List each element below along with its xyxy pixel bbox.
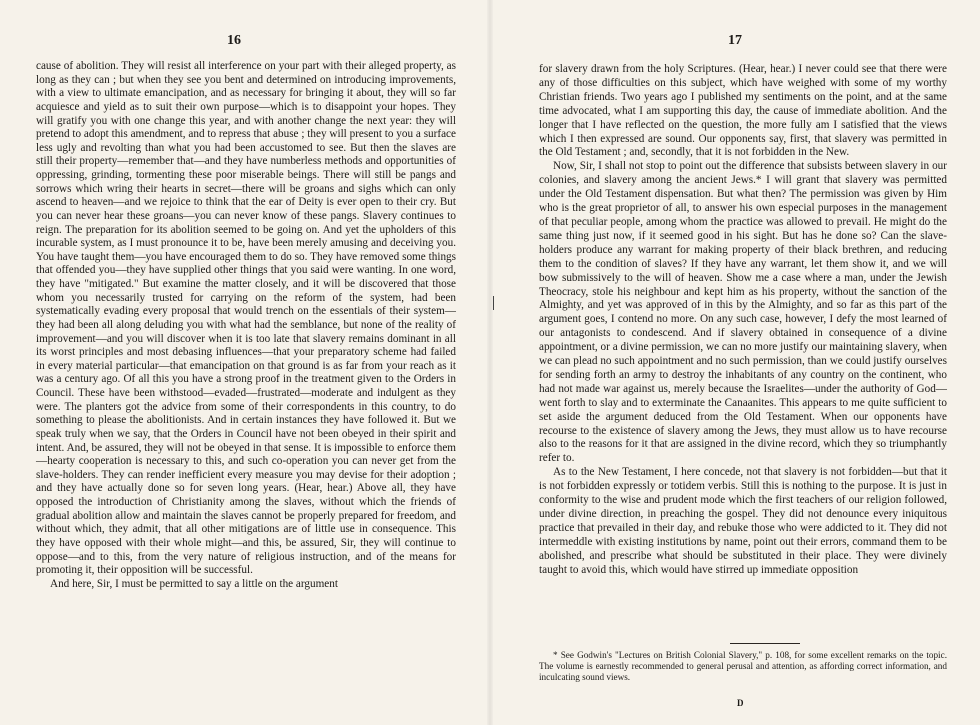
right-page-body <box>539 63 947 578</box>
right-page <box>492 0 980 725</box>
footnote <box>539 650 947 684</box>
footnote-divider <box>730 643 800 644</box>
left-paragraph-2: And here, Sir, I must be permitted to say a little on the argument <box>50 577 338 590</box>
right-paragraph-3: As to the New Testament, I here concede, not that slavery is not forbidden—but that it is not forbidden expressly or totidem verbis. Still this is nothing to the purpose. It is just in conformity to the wise and prudent mode which the first teachers of our religion followed, under divine direction, in preaching the gospel. They did not denounce every iniquitous practice that prevailed in their day, and rebuke those who were addicted to it. They did not intermeddle with existing institutions by name, point out their errors, command them to be abolished, and prescribe what should be substituted in their place. They were divinely taught to avoid this, which would have stirred up immediate opposition <box>539 466 947 576</box>
right-paragraph-1: for slavery drawn from the holy Scriptures. (Hear, hear.) I never could see that there were any of those difficulties on this subject, which have weighed with some of my worthy Christian friends. Two years ago I published my sentiments on the point, and at the same time advocated, what I am supporting this day, the cause of immediate abolition. And the longer that I have reflected on the question, the more fully am I satisfied that the views which I then expressed are sound. Our opponents say, first, that slavery was permitted in the Old Testament ; and, secondly, that it is not forbidden in the New. <box>539 63 947 159</box>
left-paragraph-1: cause of abolition. They will resist all interference on your part with their alleged property, as long as they can ; but when they see you bent and determined on introducing improvements, with a view to ultimate emancipation, and as necessary for bringing it about, they will so far acquiesce and yield as to suit their own purpose—which is to disappoint your hopes. They will gratify you with one change this year, and with another change the next year: they will pretend to adopt this amendment, and to repress that abuse ; they will present to you a surface less ugly and revolting than what you had been accustomed to see. But then the slaves are still their property—remember that—and they have numberless methods and opportunities of oppressing, grinding, tormenting these poor miserable beings. There will still be pangs and sorrows which wring their hearts in secret—there will be groans and sighs which can only ascend to heaven—and we rejoice to think that the ear of Deity is ever open to their cry. But you can never hear these groans—you can never know of these pangs. Slavery continues to reign. The preparation for its abolition seemed to be going on. And yet the upholders of this incurable system, as I must pronounce it to be, have been merely amusing and deceiving you. You have taught them—you have encouraged them to do so. They have removed some things that offended you—they have supplied other things that you said were wanting. In one word, they have "mitigated." But examine the matter closely, and it will be discovered that those whom you necessarily trusted for carrying on the reform of the system, had been systematically evading every proposal that would trench on the essentials of their system—they had been all along deluding you with what had the semblance, but none of the reality of improvement—and you will discover when it is too late that slavery remains dominant in all its worst principles and most debasing influences—that your preparatory scheme had failed in every material particular—that emancipation on that ground is as far from your reach as it was a century ago. Of all this you have a strong proof in the treatment given to the Orders in Council. These have been withstood—evaded—frustrated—moderate and indulgent as they were. The planters got the advice from some of their correspondents in this country, to do something to please the abolitionists. And in certain instances they have followed it. But we speak truly when we say, that the Orders in Council have not been obeyed in their spirit and intent. And, be assured, they will not be obeyed in that sense. It is impossible to enforce them—hearty cooperation is necessary to this, and such co-operation you can never get from the slave-holders. They can render inefficient every measure you may devise for their adoption ; and they have actually done so for seven long years. (Hear, hear.) Above all, they have opposed the introduction of Christianity among the slaves, without which the friends of gradual abolition allow and maintain the slaves cannot be properly prepared for freedom, and without which, they admit, that all other mitigations are of little use in consequence. This they have opposed with their whole might—and this, be assured, Sir, they will continue to oppose—and to this, from the very nature of religious instruction, and of the means for promoting it, their opposition will be successful. <box>36 60 456 577</box>
left-page-body <box>36 60 456 591</box>
signature-mark: D <box>737 698 744 708</box>
page-number-left: 16 <box>227 33 241 48</box>
right-paragraph-2: Now, Sir, I shall not stop to point out the difference that subsists between slavery in our colonies, and slavery among the ancient Jews.* I will grant that slavery was permitted under the Old Testament dispensation. But what then? The permission was given by Him who is the great proprietor of all, to answer his own especial purposes in the management of that peculiar people, among whom the practice was allowed to prevail. He might do the same thing just now, if it seemed good in his sight. But has he done so? Can the slave-holders produce any warrant for making property of their black brethren, and reducing them to the condition of slaves? If they have any warrant, let them show it, and we will bow submissively to the will of heaven. Show me a case where a man, under the Jewish Theocracy, stole his neighbour and kept him as his property, without the sanction of the Almighty, and yet was approved of in this by the Almighty, and so far as this part of the argument goes, I contend no more. On any such case, however, I defy the most learned of our antagonists to condescend. And if slavery obtained in consequence of a divine appointment, or a divine permission, we can no more justify our maintaining slavery, when we can plead no such appointment and no such permission, than we could justify ourselves for sending forth an army to destroy the inhabitants of any country on the continent, who had not made war against us, merely because the Israelites—under the authority of God—went forth to slay and to exterminate the Canaanites. This appears to me quite sufficient to set aside the argument deduced from the Old Testament. When our opponents have recourse to the existence of slavery among the Jews, they must allow us to have recourse also to the reasons for it that are assigned in the divine record, which they so triumphantly refer to. <box>539 160 947 465</box>
page-number-right: 17 <box>728 33 742 48</box>
footnote-text: * See Godwin's "Lectures on British Colonial Slavery," p. 108, for some excellent remarks on the topic. The volume is earnestly recommended to general perusal and attention, as affording correct information, and inculcating sound views. <box>539 650 947 683</box>
left-page <box>0 0 488 725</box>
